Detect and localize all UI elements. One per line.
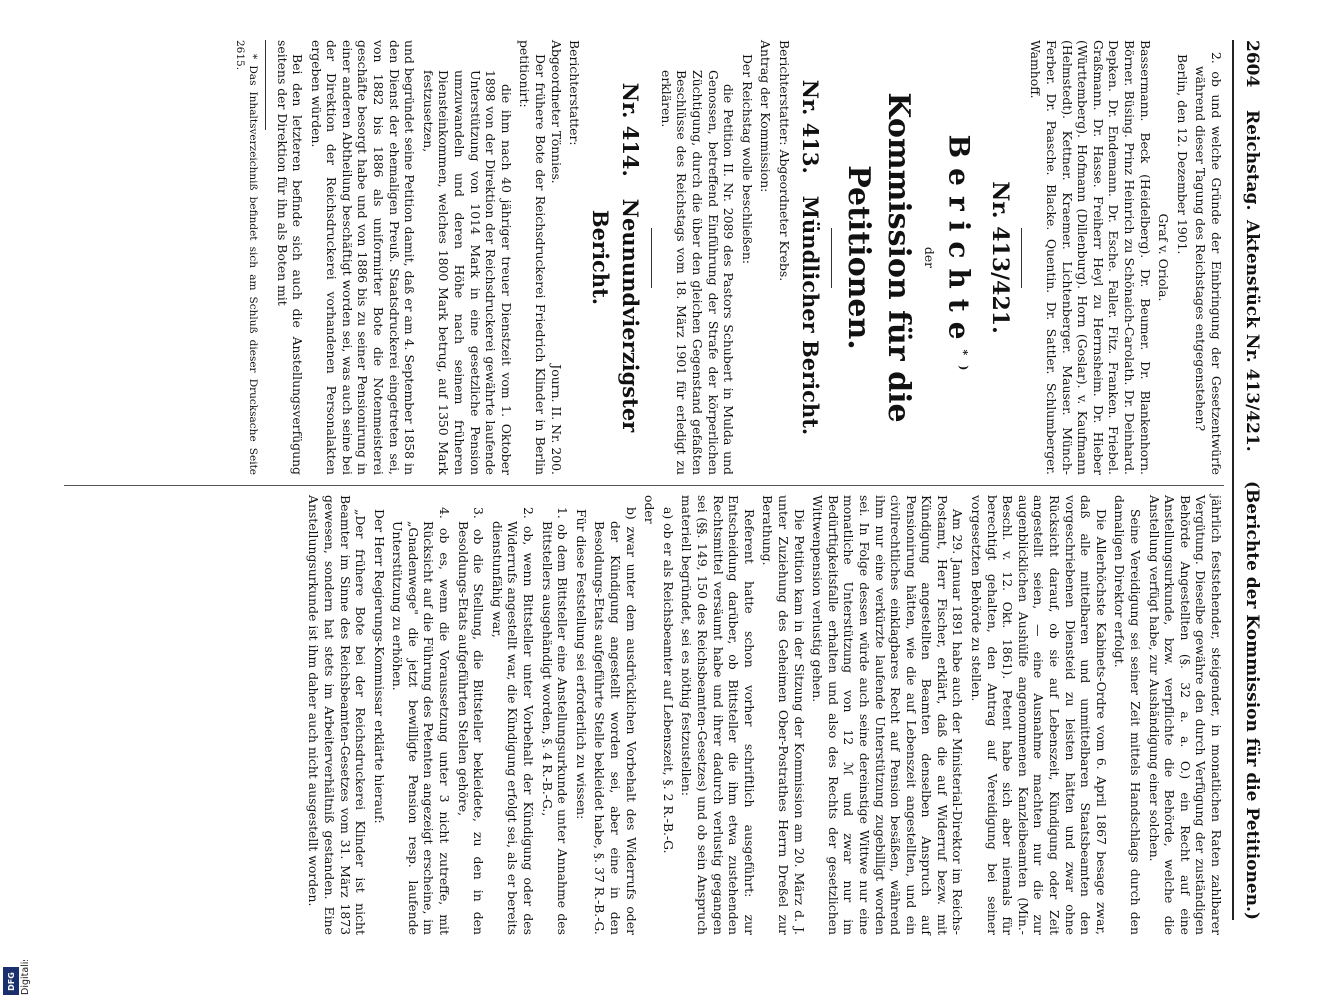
s413-motion: Antrag der Kommission: bbox=[758, 40, 774, 193]
right-para-1: jährlich feststehender, steigender, in monatlichen Raten zahlbarer Vergütung. Dieselbe gewähre den durch Verfügung der zuständigen Behörde Angestellten (§. 32 a. a. O.) ein Recht auf eine Anstellungsurkunde, bzw. verpflichte die Behörde, welche die Anstellung verfügt habe, zur Aushändigung einer solchen. bbox=[1146, 495, 1224, 935]
right-para-9: „Der frühere Bote bei der Reichsdruckerei Klinder ist nicht Beamter im Sinne des Reichsbeamten-Gesetzes vom 31. März 1873 gewesen, sondern hat stets im Arbeiterverhältniß gestanden. Eine Anstellungsurkunde ist ihm daher auch nicht ausgestellt worden. bbox=[306, 495, 369, 935]
s413-reporter: Berichterstatter: Abgeordneter Krebs. bbox=[776, 40, 792, 282]
right-para-5: Die Petition kam in der Sitzung der Kommission am 20. März d. J. unter Zuziehung des Geheimen Ober-Postrathes Herrn Dreßel zur Berathung. bbox=[760, 495, 807, 935]
list-item-3: 3. ob die Stellung, die Bittsteller bekleidete, zu den in den Besoldungs-Etats aufgeführten Stellen gehöre, bbox=[455, 507, 487, 935]
right-para-2: Seine Vereidigung sei seiner Zeit mittels Handschlags durch den damaligen Direktor erfolgt. bbox=[1112, 495, 1144, 935]
page-header bbox=[1236, 40, 1262, 920]
divider bbox=[651, 228, 652, 288]
scanned-page bbox=[20, 0, 1270, 960]
signatory-main: Graf v. Oriola. bbox=[1156, 213, 1172, 302]
s413-body: die Petition II. Nr. 2089 des Pastors Schubert in Mulda und Genossen, betreffend Einführung der Strafe der körperlichen Züchtigung, durch die über den gleichen Gegenstand gefaßten Beschlüsse des Reichstags vom 18. März 1901 für erledigt zu erklären. bbox=[658, 70, 737, 475]
section-414-heading bbox=[585, 40, 645, 475]
footnote-mark: *) bbox=[956, 349, 970, 381]
oder-word: oder bbox=[642, 495, 658, 524]
section-413-heading bbox=[795, 40, 825, 475]
left-column bbox=[230, 40, 1224, 475]
s414-member-row bbox=[548, 40, 564, 475]
right-para-4: Am 29. Januar 1891 habe auch der Ministerial-Direktor im Reichs-Postamt, Herr Fischer, erklärt, daß die auf Widerruf bezw. mit Kündigung angestellten Beamten denselben Anspruch auf Pensionirung hätten, wie die auf Lebenszeit angestellten, und ein civilrechtliches einklagbares Recht auf Pension besäßen, während ihm nur eine verkürzte laufende Unterstützung zugebilligt worden sei. In Folge dessen würde auch seine dereinstige Wittwe nur eine monatliche Unterstützung von 12 ℳ und zwar nur im Bedürftigkeitsfalle erhalten und also des Rechts der gesetzlichen Wittwenpension verlustig gehen. bbox=[810, 495, 966, 935]
s414-reporter: Berichterstatter: bbox=[567, 40, 583, 146]
berichte-word: Berichte bbox=[942, 134, 976, 350]
page-number: 2604 bbox=[1242, 40, 1262, 88]
list-item-4: 4. ob es, wenn die Voraussetzung unter 3 nicht zutreffe, mit Rücksicht auf die Führung des Petenten angezeigt erscheine, im „Gnadenwege" die jetzt bewilligte Pension resp. laufende Unterstützung zu erhöhen. bbox=[390, 507, 453, 935]
intro-item: 2. ob und welche Gründe der Einbringung der Gesetzentwürfe während dieser Tagung des Reichstages entgegenstehen? bbox=[1193, 52, 1224, 475]
berichte-heading bbox=[940, 40, 982, 475]
dfg-logo-text: DFG bbox=[6, 971, 16, 991]
s414-para-2: die ihm nach 40 jähriger treuer Dienstzeit vom 1. Oktober 1898 von der Direktion der Reichsdruckerei gewährte laufende Unterstützung von 1014 Mark in eine gesetzliche Pension umzuwandeln und deren Höhe nach seinem früheren Diensteinkommen, welches 1800 Mark betrug, auf 1350 Mark festzusetzen, bbox=[420, 70, 514, 475]
header-rule bbox=[1232, 40, 1234, 920]
running-title: (Berichte der Kommission für die Petitionen.) bbox=[1242, 480, 1262, 920]
s413-resolve: Der Reichstag wolle beschließen: bbox=[739, 54, 755, 265]
s414-para-4: Bei den letzteren befinde sich auch die Anstellungsverfügung seitens der Direktion für ihn als Boten mit bbox=[274, 40, 306, 475]
footnote-rule bbox=[265, 40, 266, 130]
s414-member: Abgeordneter Tönnies. bbox=[548, 40, 564, 184]
right-para-3: Die Allerhöchste Kabinets-Ordre vom 6. April 1867 besage zwar, daß alle mittelbaren und unmittelbaren Staatsbeamten den vorgeschriebenen Diensteid zu leisten hätten und zwar ohne Rücksicht darauf, ob sie auf Lebenszeit, Kündigung oder Zeit angestellt seien, — eine Ausnahme machten nur die zur augenblicklichen Aushülfe angenommenen Kanzleibeamten (Min.-Beschl. v. 12. Okt. 1861). Petent habe sich aber niemals für berechtigt gehalten, den Antrag auf Vereidigung bei seiner vorgesetzten Behörde zu stellen. bbox=[969, 495, 1109, 935]
document-reference: Aktenstück Nr. 413/421. bbox=[1242, 220, 1262, 452]
right-column bbox=[303, 495, 1224, 935]
right-para-6: Referent hatte schon vorher schriftlich ausgeführt: zur Entscheidung darüber, ob Bittsteller die ihm etwa zustehenden Rechtsmittel versäumt habe und ihrer dadurch verlustig gegangen sei (§§. 149, 150 des Reichsbeamten-Gesetzes) und ob sein Anspruch materiell begründet, sei es nöthig festzustellen: bbox=[679, 495, 757, 935]
doc-number: Nr. 413/421. bbox=[986, 181, 1013, 334]
s414-title: Neunundvierzigster Bericht. bbox=[588, 198, 644, 433]
signatories: Bassermann. Beck (Heidelberg). Dr. Beumer. Dr. Blankenhorn. Börner. Büsing. Prinz Heinrich zu Schönaich-Carolath. Dr. Deinhard. Depken. Dr. Endemann. Dr. Esche. Faller. Fitz. Franken. Friebel. Graßmann. Dr. Hasse. Freiherr Heyl zu Herrnsheim. Dr. Hieber (Württemberg). Hofmann (Dillenburg). Horn (Goslar). v. Kaufmann (Helmstedt). Kettner. Kraemer. Lichtenberger. Mauser. Münch-Ferber. Dr. Paasche. Blacke. Quentin. Dr. Sattler. Schlumberger. Wamhoff. bbox=[1028, 40, 1153, 475]
right-para-7: Für diese Feststellung sei erforderlich zu wissen: bbox=[573, 509, 589, 820]
right-para-8: Der Herr Regierungs-Kommissar erklärte hierauf: bbox=[371, 509, 387, 824]
column-separator bbox=[64, 485, 1224, 486]
footnote: * Das Inhaltsverzeichniß befindet sich am Schluß dieser Drucksache Seite 2615. bbox=[233, 40, 259, 475]
publication-name: Reichstag. bbox=[1242, 110, 1262, 211]
s413-number: Nr. 413. bbox=[797, 79, 823, 174]
der-word: der bbox=[921, 246, 937, 269]
item-a: a) ob er als Reichsbeamter auf Lebenszeit, §. 2 R.-B.-G. bbox=[660, 507, 676, 854]
s414-number: Nr. 414. bbox=[618, 82, 644, 177]
s414-journal: Journ. II. Nr. 200. bbox=[548, 364, 564, 475]
list-item-1: 1. ob dem Bittsteller eine Anstellungsurkunde unter Annahme des Bittstellers ausgehändigt worden, §. 4 R.-B.-G., bbox=[539, 507, 571, 935]
place-date: Berlin, den 12. Dezember 1901. bbox=[1174, 54, 1190, 255]
s414-para-3: und begründet seine Petition damit, daß er am 4. September 1858 in den Dienst der ehemaligen Preuß. Staatsdruckerei eingetreten sei, von 1882 bis 1886 als uniformirter Bote die Notenmeisterei geschäfte besorgt habe und von 1886 bis zu seiner Pensionirung in einer anderen Abtheilung beschäftigt worden sei, was auch seine bei der Direktion der Reichsdruckerei vorhandenen Personalakten ergeben würden. bbox=[308, 40, 418, 475]
list-item-2: 2. ob, wenn Bittsteller unter Vorbehalt der Kündigung oder des Widerrufs angestellt war, die Kündigung erfolgt sei, als er bereits dienstunfähig war, bbox=[489, 507, 537, 935]
s413-title: Mündlicher Bericht. bbox=[797, 195, 823, 436]
dfg-logo bbox=[3, 967, 19, 995]
commission-heading: Kommission für die Petitionen. bbox=[840, 92, 916, 423]
divider bbox=[831, 228, 832, 288]
divider bbox=[1021, 228, 1022, 288]
s414-para-1: Der frühere Bote der Reichsdruckerei Friedrich Klinder in Berlin petitionirt: bbox=[517, 40, 549, 475]
item-b: b) zwar unter dem ausdrücklichen Vorbehalt des Widerrufs oder der Kündigung angestellt worden sei, aber eine in den Besoldungs-Etats aufgeführte Stelle bekleidet habe, §. 37 R.-B.-G. bbox=[592, 507, 639, 935]
